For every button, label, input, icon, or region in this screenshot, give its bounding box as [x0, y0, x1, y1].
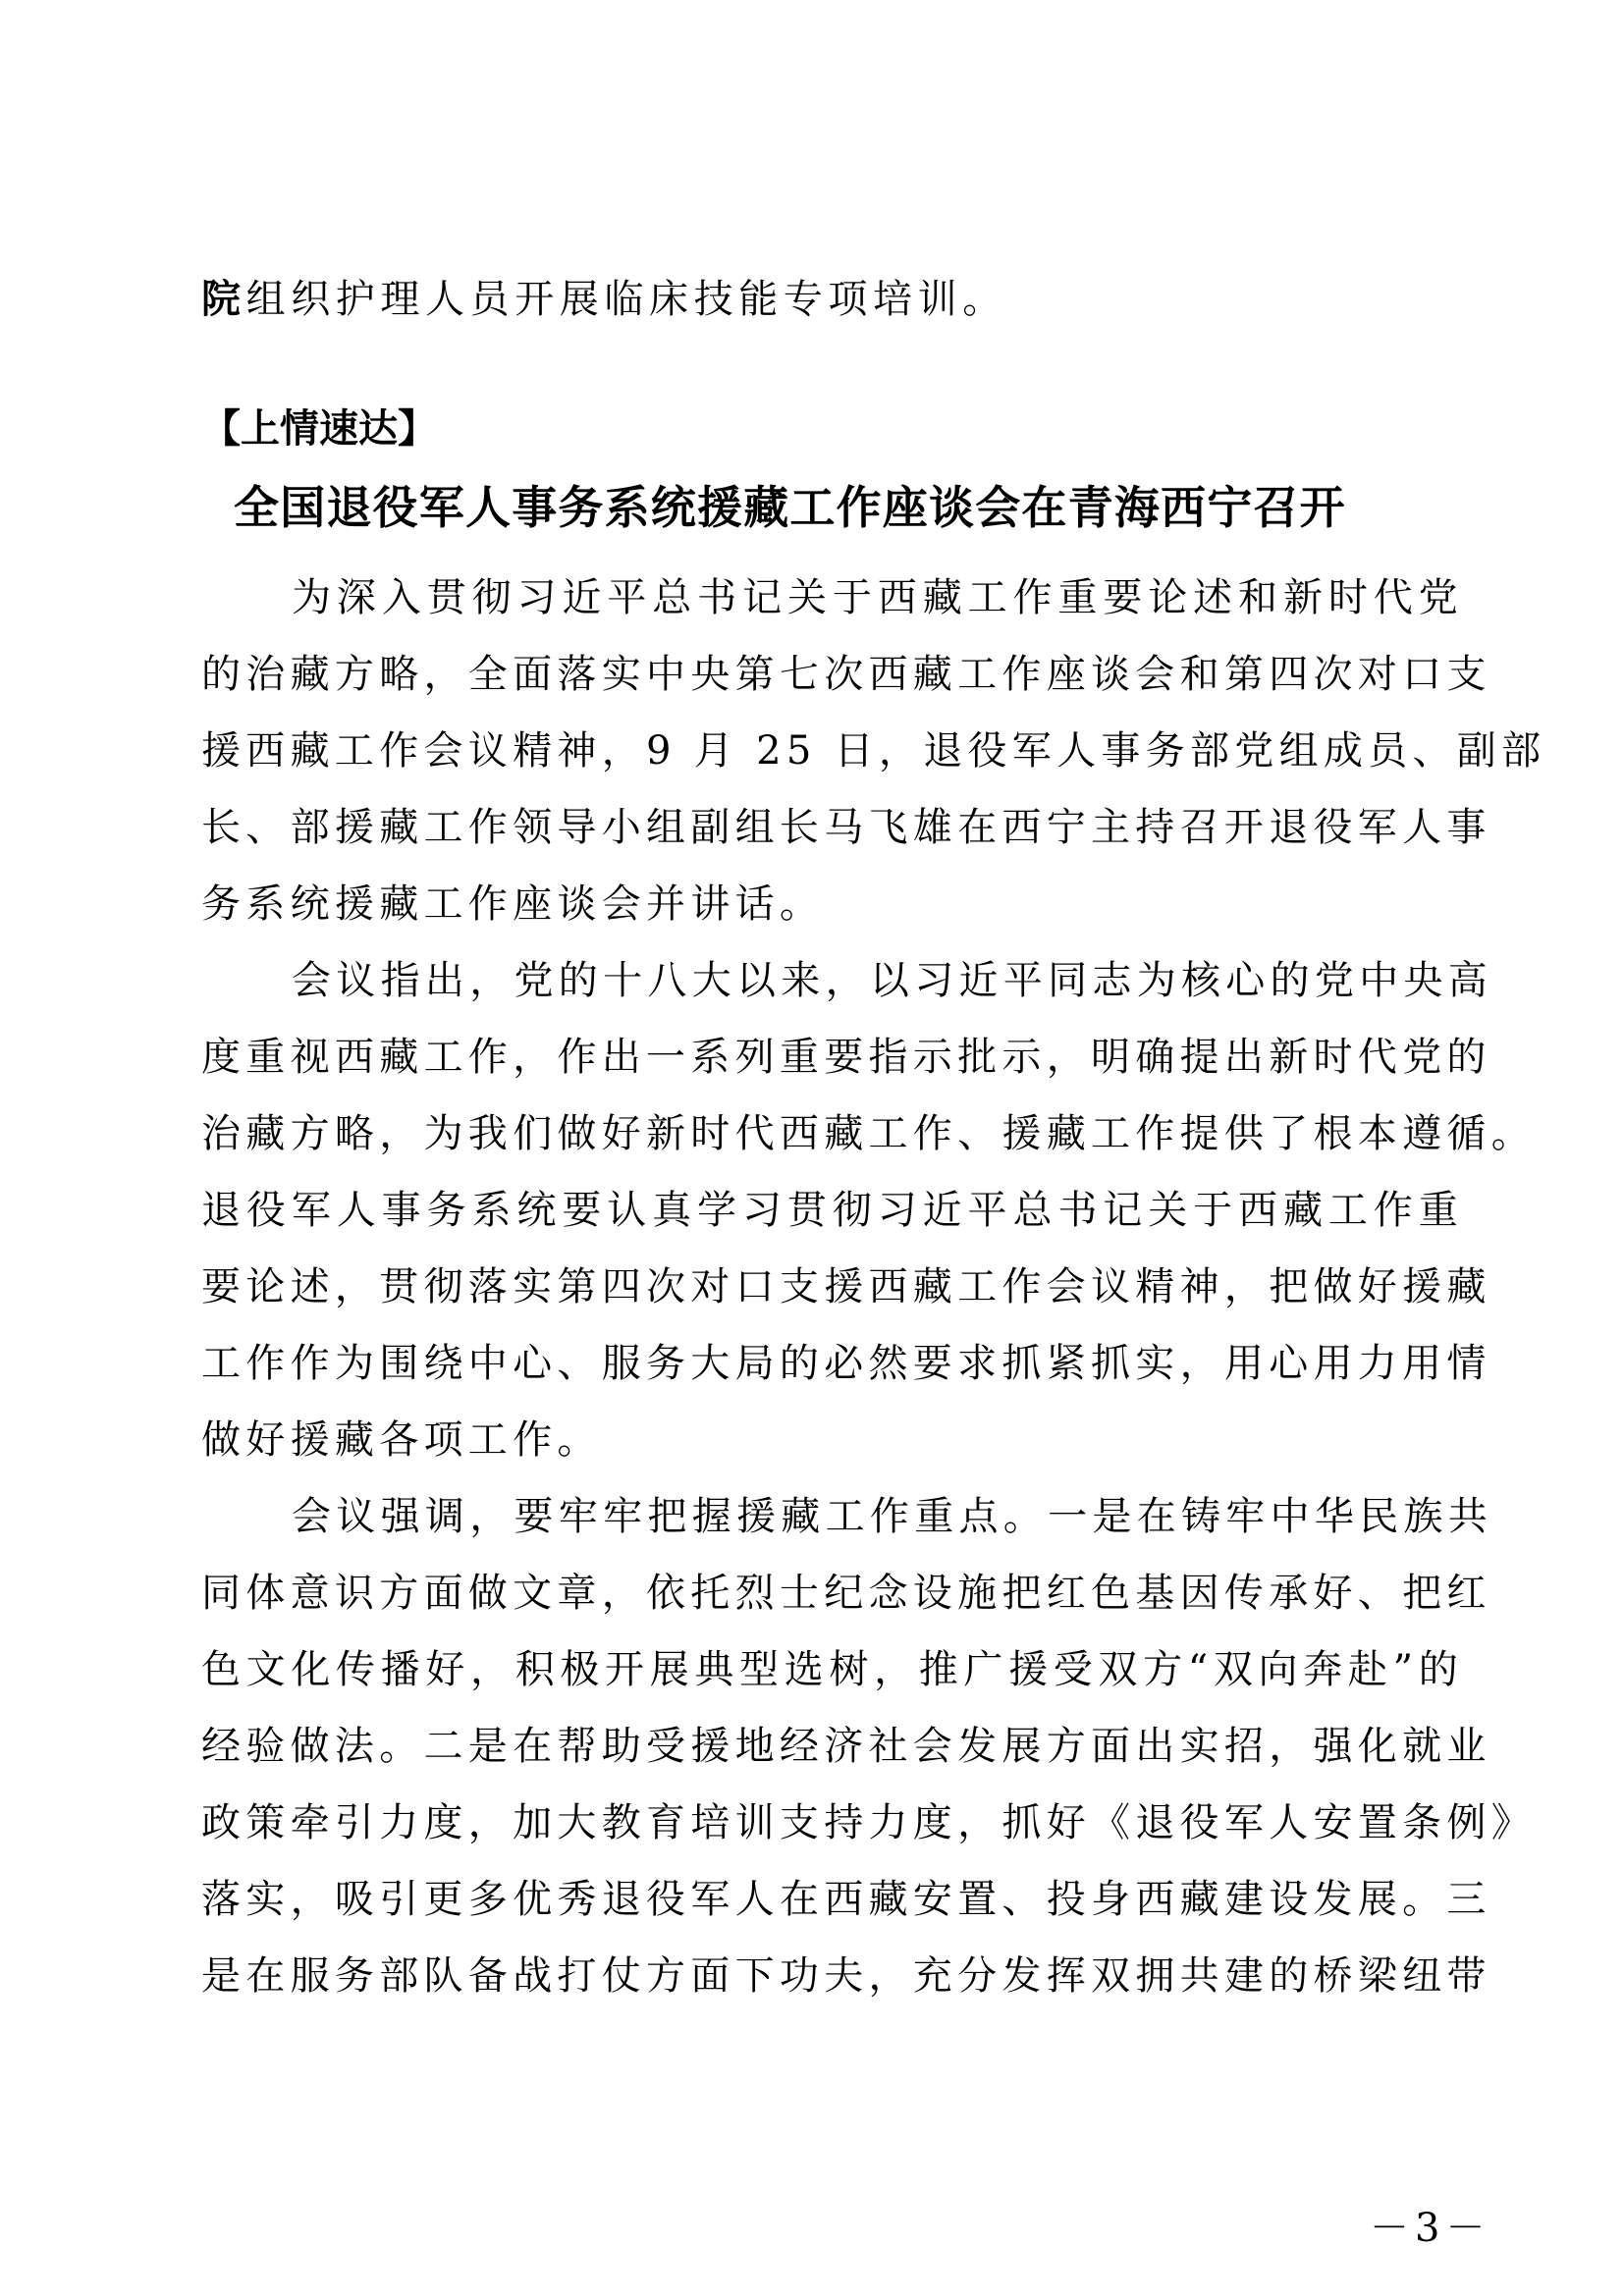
paragraph-line: 工作作为围绕中心、服务大局的必然要求抓紧抓实，用心用力用情	[201, 1341, 1491, 1386]
paragraph-line: 度重视西藏工作，作出一系列重要指示批示，明确提出新时代党的	[201, 1035, 1491, 1080]
paragraph-line: 要论述，贯彻落实第四次对口支援西藏工作会议精神，把做好援藏	[201, 1264, 1491, 1309]
carryover-paragraph	[201, 261, 1463, 338]
paragraph-line: 经验做法。二是在帮助受援地经济社会发展方面出实招，强化就业	[201, 1724, 1491, 1769]
paragraph-line: 长、部援藏工作领导小组副组长马飞雄在西宁主持召开退役军人事	[201, 805, 1491, 850]
paragraph-line: 会议指出，党的十八大以来，以习近平同志为核心的党中央高	[292, 958, 1493, 1003]
paragraph-line: 治藏方略，为我们做好新时代西藏工作、援藏工作提供了根本遵循。	[201, 1111, 1536, 1156]
paragraph-1	[201, 560, 1546, 942]
page-number: －3－	[1370, 2206, 1491, 2251]
paragraph-line: 援西藏工作会议精神，9 月 25 日，退役军人事务部党组成员、副部	[201, 728, 1546, 774]
paragraph-line: 会议强调，要牢牢把握援藏工作重点。一是在铸牢中华民族共	[292, 1494, 1493, 1539]
paragraph-line: 同体意识方面做文章，依托烈士纪念设施把红色基因传承好、把红	[201, 1571, 1491, 1616]
carryover-text: 组织护理人员开展临床技能专项培训。	[245, 277, 1007, 322]
paragraph-line: 为深入贯彻习近平总书记关于西藏工作重要论述和新时代党	[292, 575, 1463, 620]
paragraph-line: 退役军人事务系统要认真学习贯彻习近平总书记关于西藏工作重	[201, 1188, 1463, 1233]
paragraph-line: 政策牵引力度，加大教育培训支持力度，抓好《退役军人安置条例》	[201, 1800, 1536, 1845]
paragraph-line: 落实，吸引更多优秀退役军人在西藏安置、投身西藏建设发展。三	[201, 1877, 1491, 1922]
paragraph-2	[201, 942, 1536, 1478]
paragraph-line: 做好援藏各项工作。	[201, 1417, 602, 1463]
carryover-lead-char: 院	[201, 276, 246, 322]
article-headline: 全国退役军人事务系统援藏工作座谈会在青海西宁召开	[234, 481, 1346, 534]
paragraph-line: 色文化传播好，积极开展典型选树，推广援受双方“双向奔赴”的	[201, 1647, 1463, 1692]
paragraph-line: 是在服务部队备战打仗方面下功夫，充分发挥双拥共建的桥梁纽带	[201, 1953, 1491, 1999]
paragraph-line: 务系统援藏工作座谈会并讲话。	[201, 881, 825, 927]
paragraph-line: 的治藏方略，全面落实中央第七次西藏工作座谈会和第四次对口支	[201, 652, 1491, 697]
section-label: 【上情速达】	[201, 406, 437, 452]
paragraph-3	[201, 1478, 1536, 2014]
